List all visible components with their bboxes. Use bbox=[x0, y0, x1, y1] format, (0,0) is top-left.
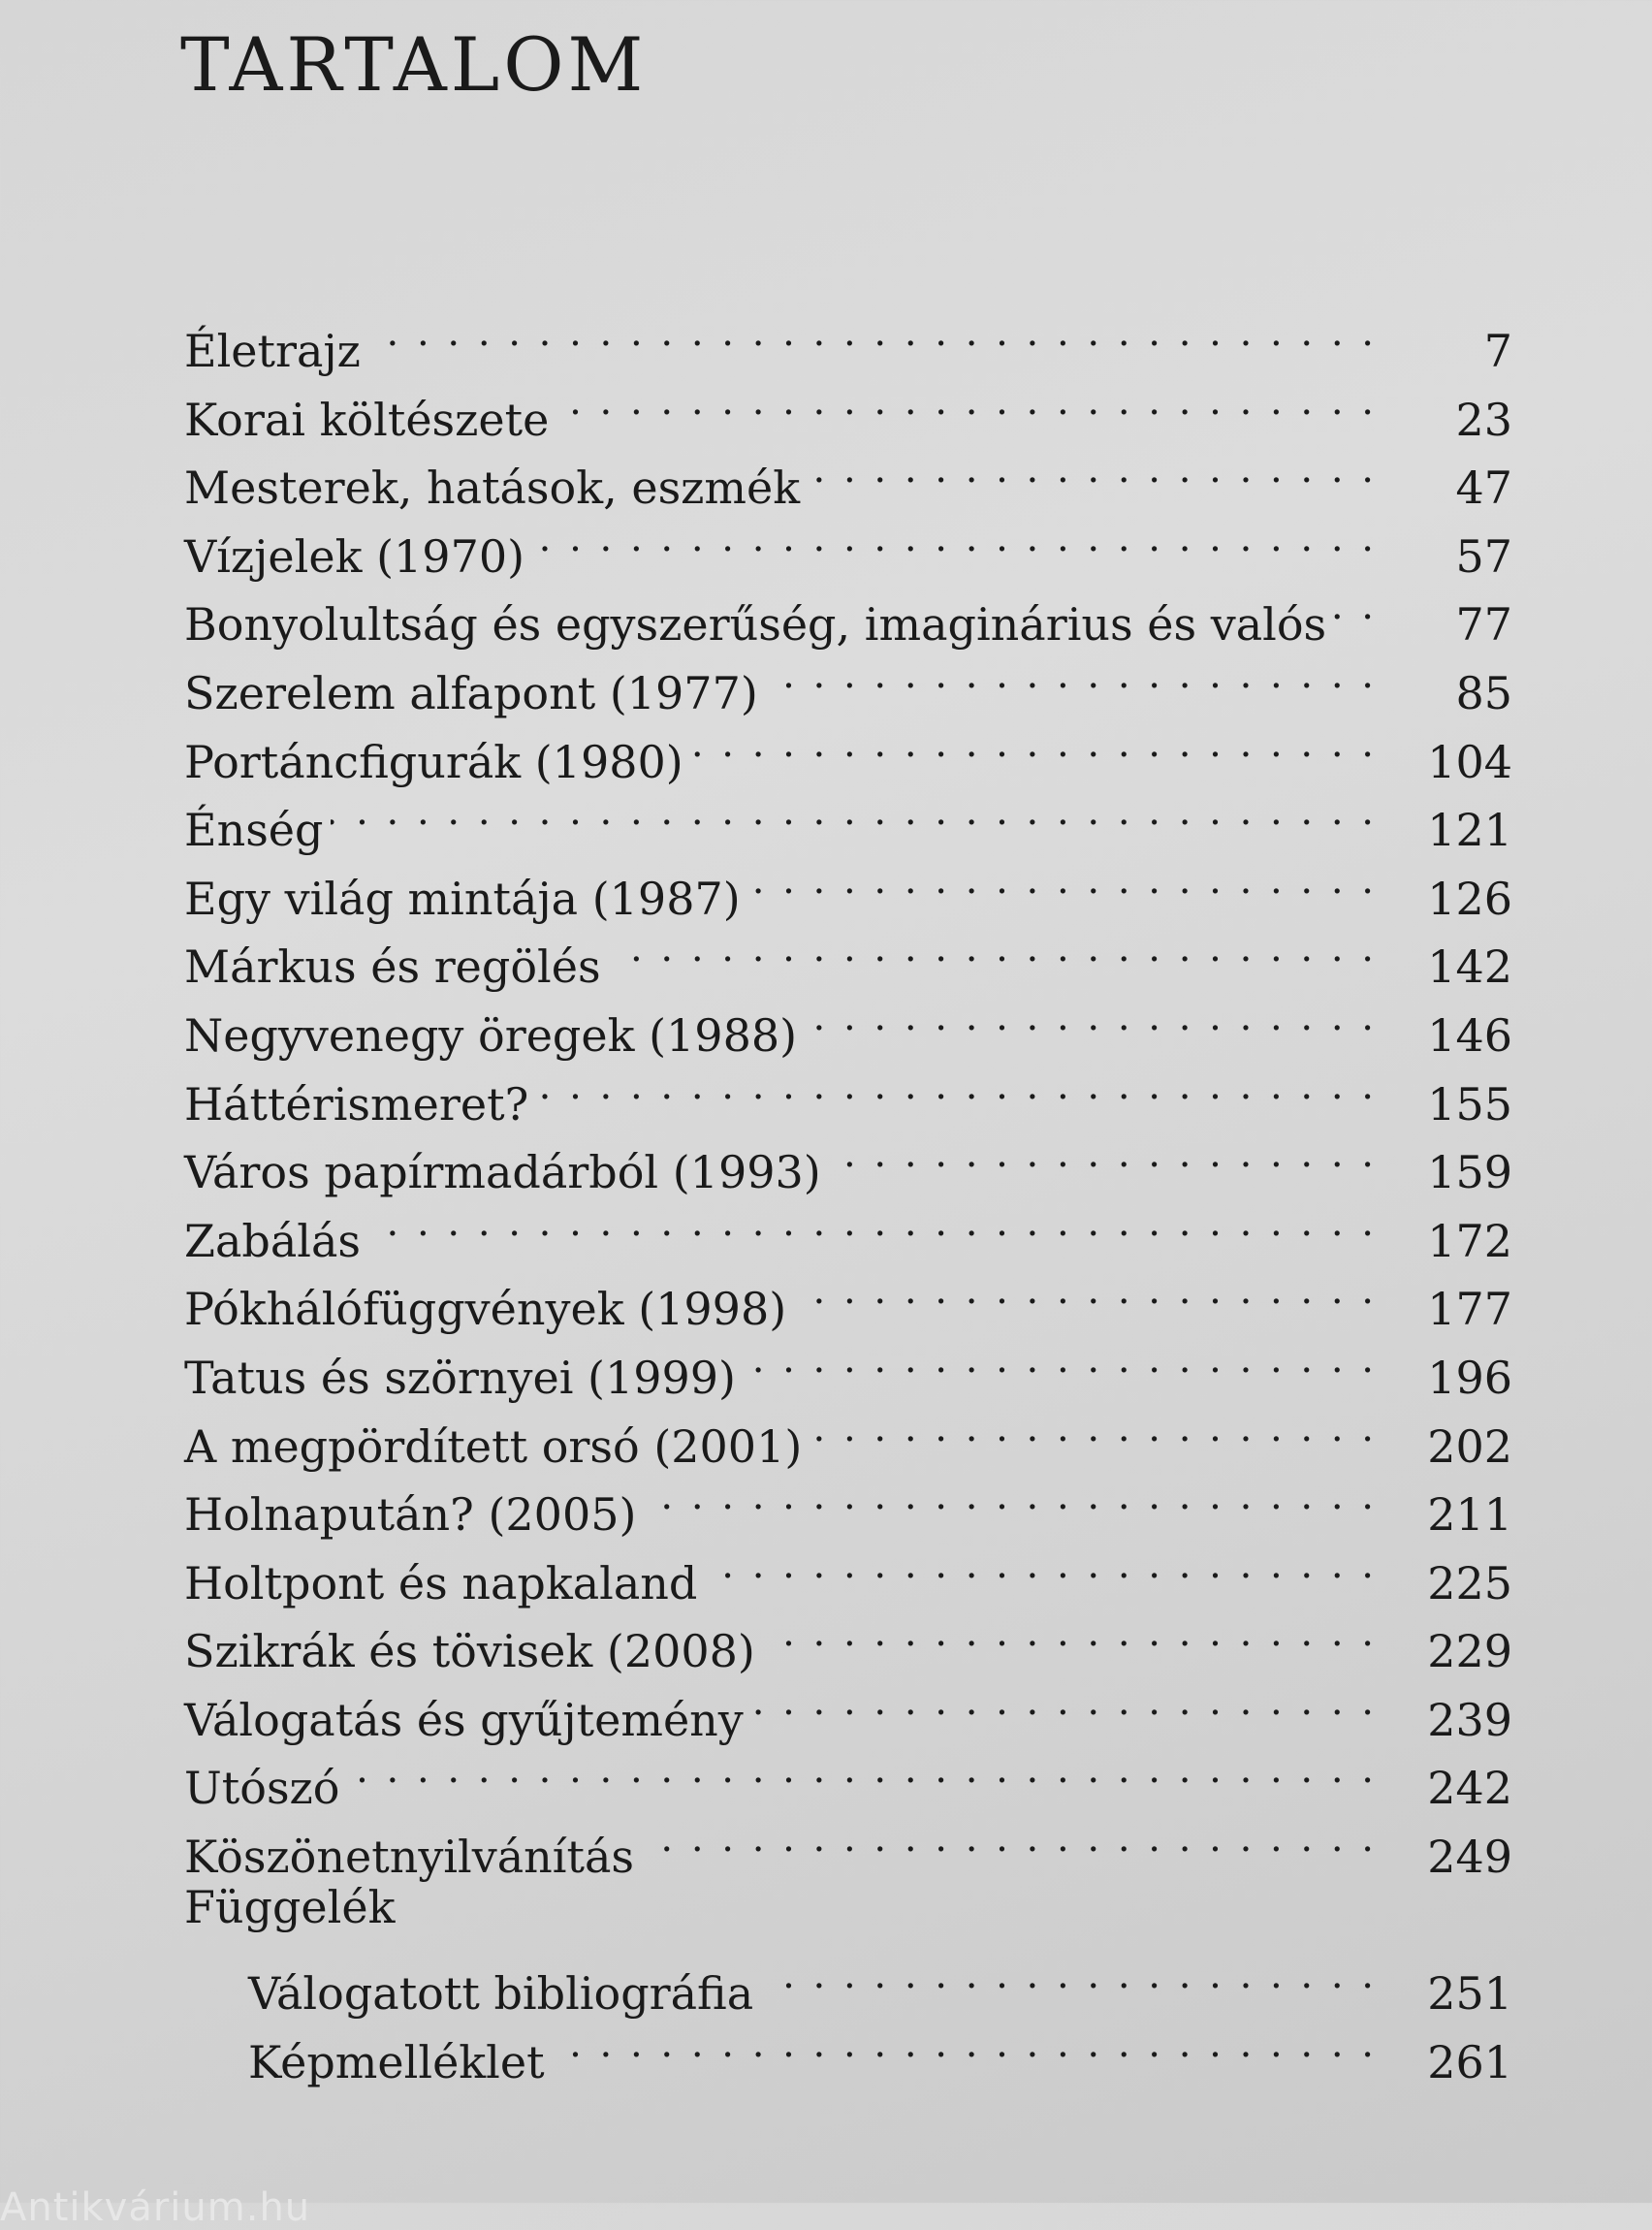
toc-entry-page: 159 bbox=[1427, 1146, 1512, 1199]
dot-leader bbox=[644, 1462, 1377, 1530]
toc-entry-label: Szerelem alfapont (1977) bbox=[184, 666, 758, 719]
toc-entry-page: 23 bbox=[1455, 393, 1512, 446]
dot-leader bbox=[368, 299, 1377, 366]
toc-entry-page: 202 bbox=[1427, 1419, 1512, 1473]
toc-subentry-page: 261 bbox=[1427, 2035, 1512, 2088]
dot-leader bbox=[553, 2010, 1377, 2078]
dot-leader bbox=[556, 367, 1377, 435]
appendix-label: Függelék bbox=[184, 1880, 396, 1933]
table-of-contents bbox=[184, 299, 1512, 2088]
dot-leader bbox=[642, 1804, 1377, 1872]
toc-entry-page: 172 bbox=[1427, 1214, 1512, 1267]
dot-leader bbox=[536, 1052, 1377, 1120]
toc-subentry-label: Képmelléklet bbox=[248, 2035, 545, 2088]
dot-leader bbox=[748, 846, 1377, 914]
toc-entry-label: Zabálás bbox=[184, 1214, 362, 1267]
dot-leader bbox=[691, 710, 1377, 778]
toc-subentry-label: Válogatott bibliográfia bbox=[248, 1967, 754, 2021]
dot-leader bbox=[347, 1736, 1377, 1803]
toc-entry-page: 249 bbox=[1427, 1831, 1512, 1884]
dot-leader bbox=[368, 1189, 1377, 1257]
dot-leader bbox=[705, 1531, 1377, 1599]
toc-entry-page: 229 bbox=[1427, 1625, 1512, 1678]
toc-entry-page: 104 bbox=[1427, 735, 1512, 788]
toc-entry-page: 196 bbox=[1427, 1351, 1512, 1404]
dot-leader bbox=[744, 1325, 1377, 1393]
toc-appendix-heading bbox=[184, 1873, 1512, 1942]
toc-entry-label: Bonyolultság és egyszerűség, imaginárius és valós bbox=[184, 598, 1327, 652]
toc-entry-label: Város papírmadárból (1993) bbox=[184, 1146, 821, 1199]
toc-entry bbox=[184, 299, 1512, 377]
toc-entry-label: Holnapután? (2005) bbox=[184, 1488, 637, 1542]
toc-entry-page: 239 bbox=[1427, 1693, 1512, 1746]
toc-entry-page: 211 bbox=[1427, 1488, 1512, 1542]
dot-leader bbox=[532, 504, 1377, 572]
toc-entry-label: Szikrák és tövisek (2008) bbox=[184, 1625, 755, 1678]
dot-leader bbox=[829, 1120, 1377, 1188]
toc-entry-page: 146 bbox=[1427, 1008, 1512, 1062]
toc-entry-label: Holtpont és napkaland bbox=[184, 1556, 698, 1609]
toc-entry-page: 121 bbox=[1427, 804, 1512, 857]
toc-entry-page: 126 bbox=[1427, 872, 1512, 925]
toc-entry-page: 77 bbox=[1455, 598, 1512, 652]
toc-entry-label: Énség bbox=[184, 804, 324, 857]
toc-entry-label: Egy világ mintája (1987) bbox=[184, 872, 741, 925]
toc-entry-page: 57 bbox=[1455, 529, 1512, 583]
toc-entry bbox=[184, 1257, 1512, 1336]
toc-entry bbox=[184, 367, 1512, 446]
dot-leader bbox=[808, 435, 1377, 503]
toc-entry-label: Életrajz bbox=[184, 325, 361, 377]
toc-entry-page: 177 bbox=[1427, 1283, 1512, 1336]
toc-entry-label: A megpördített orsó (2001) bbox=[184, 1419, 803, 1473]
toc-entry-label: Negyvenegy öregek (1988) bbox=[184, 1008, 798, 1062]
dot-leader bbox=[805, 983, 1377, 1051]
watermark: Antikvárium.hu bbox=[0, 2185, 311, 2230]
toc-entry-label: Válogatás és gyűjtemény bbox=[184, 1693, 744, 1746]
toc-entry-page: 85 bbox=[1455, 666, 1512, 719]
toc-entry-label: Köszönetnyilvánítás bbox=[184, 1831, 634, 1884]
toc-entry bbox=[184, 1736, 1512, 1815]
toc-entry-page: 142 bbox=[1427, 940, 1512, 994]
dot-leader bbox=[1334, 572, 1377, 640]
dot-leader bbox=[331, 778, 1377, 845]
dot-leader bbox=[766, 641, 1377, 709]
toc-entry-label: Vízjelek (1970) bbox=[184, 529, 525, 583]
toc-entry-page: 225 bbox=[1427, 1556, 1512, 1609]
dot-leader bbox=[761, 1941, 1377, 2009]
dot-leader bbox=[810, 1394, 1377, 1462]
page-title: TARTALOM bbox=[180, 21, 648, 108]
toc-entry-label: Márkus és regölés bbox=[184, 940, 601, 994]
toc-entry-label: Tatus és szörnyei (1999) bbox=[184, 1351, 736, 1404]
toc-entry bbox=[184, 1189, 1512, 1267]
dot-leader bbox=[751, 1668, 1377, 1736]
dot-leader bbox=[609, 914, 1377, 982]
toc-entry-label: Portáncfigurák (1980) bbox=[184, 735, 683, 788]
toc-entry-label: Utószó bbox=[184, 1762, 340, 1815]
toc-subentry bbox=[184, 1941, 1512, 2021]
dot-leader bbox=[763, 1599, 1377, 1667]
dot-leader bbox=[794, 1257, 1377, 1324]
toc-subentry-page: 251 bbox=[1427, 1967, 1512, 2021]
toc-entry bbox=[184, 846, 1512, 925]
toc-entry-page: 242 bbox=[1427, 1762, 1512, 1815]
toc-entry bbox=[184, 1804, 1512, 1884]
toc-entry-page: 7 bbox=[1483, 325, 1512, 377]
toc-entry-label: Pókhálófüggvények (1998) bbox=[184, 1283, 787, 1336]
toc-entry-label: Háttérismeret? bbox=[184, 1077, 529, 1131]
toc-entry-page: 47 bbox=[1455, 462, 1512, 515]
toc-entry-label: Mesterek, hatások, eszmék bbox=[184, 462, 801, 515]
toc-entry-page: 155 bbox=[1427, 1077, 1512, 1131]
toc-entry bbox=[184, 778, 1512, 857]
toc-entry-label: Korai költészete bbox=[184, 393, 550, 446]
